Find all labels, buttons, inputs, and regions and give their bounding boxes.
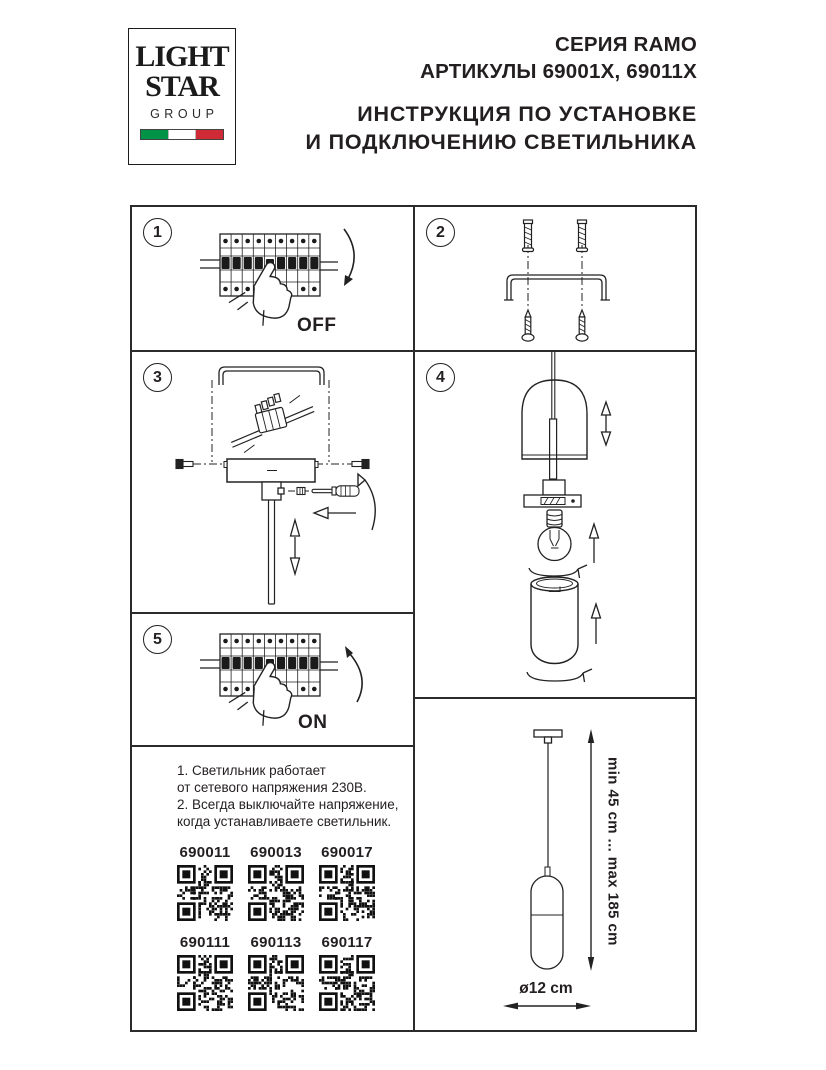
step-5-panel: [130, 612, 415, 747]
rotation-arrow-icon: [529, 565, 587, 578]
logo-group: GROUP: [150, 107, 219, 121]
notes-panel: [130, 745, 415, 1032]
bulb-icon: [538, 510, 571, 561]
step-1-badge: 1: [143, 218, 172, 247]
suspension-rod-icon: [269, 500, 275, 604]
note-line: от сетевого напряжения 230В.: [177, 780, 367, 795]
alignment-line: [528, 245, 582, 307]
pendant-lamp-icon: [531, 730, 563, 969]
screw-icon: [522, 310, 534, 341]
bracket-wiring-diagram: [132, 352, 413, 612]
qr-code-icon: [177, 955, 233, 1011]
left-arrow-icon: [314, 508, 356, 519]
arrow-up-icon: [345, 646, 362, 702]
lamp-assembly-diagram: [415, 352, 695, 697]
ceiling-plate-icon: [224, 459, 318, 482]
flag-green: [141, 130, 168, 139]
instruction-title-line2: И ПОДКЛЮЧЕНИЮ СВЕТИЛЬНИКА: [305, 130, 697, 154]
flag-red: [196, 130, 223, 139]
step-2-panel: [413, 205, 697, 352]
qr-cell: [247, 844, 305, 921]
qr-code-grid: [176, 844, 376, 1011]
logo-light: LIGHT: [135, 40, 229, 73]
height-range-label: min 45 cm ... max 185 cm: [604, 756, 622, 946]
step-3-badge: 3: [143, 363, 172, 392]
step-3-panel: [130, 350, 415, 614]
suspension-rod-icon: [552, 352, 555, 419]
rod-lower-icon: [550, 419, 557, 479]
screw-icon: [576, 310, 588, 341]
arrow-down-icon: [344, 229, 354, 286]
circuit-breaker-on-diagram: [132, 614, 413, 745]
document-titles: [306, 31, 697, 156]
italian-flag-icon: [140, 129, 224, 140]
terminal-block-icon: [223, 386, 320, 455]
mounting-bracket-icon: [219, 367, 324, 385]
article-number: 690011: [179, 844, 231, 861]
article-number: 690013: [250, 844, 302, 861]
article-number: 690113: [250, 934, 302, 951]
circuit-breaker-off-diagram: [132, 207, 413, 350]
qr-cell: [176, 934, 234, 1011]
article-number: 690117: [321, 934, 373, 951]
qr-code-icon: [319, 955, 375, 1011]
logo-star: STAR: [145, 70, 219, 103]
dimensions-panel: [413, 697, 697, 1032]
mounting-hardware-diagram: [415, 207, 695, 350]
mounting-bracket-icon: [504, 275, 610, 300]
step-1-panel: [130, 205, 415, 352]
height-dimension-arrow-icon: [588, 729, 594, 971]
step-5-badge: 5: [143, 625, 172, 654]
article-number: 690111: [179, 934, 231, 951]
step-4-badge: 4: [426, 363, 455, 392]
safety-notes: [177, 762, 398, 830]
power-off-label: OFF: [297, 315, 337, 336]
qr-code-icon: [248, 955, 304, 1011]
qr-code-icon: [319, 865, 375, 921]
socket-plate-icon: [524, 480, 581, 507]
articles-title: АРТИКУЛЫ 69001X, 69011X: [420, 60, 697, 83]
step-2-badge: 2: [426, 218, 455, 247]
up-arrow-icon: [592, 604, 601, 644]
flag-white: [168, 130, 197, 139]
up-down-arrow-icon: [291, 520, 300, 574]
qr-cell: [176, 844, 234, 921]
qr-cell: [247, 934, 305, 1011]
up-down-arrow-icon: [602, 402, 611, 445]
diameter-dimension-arrow-icon: [503, 1003, 591, 1010]
power-on-label: ON: [298, 712, 328, 733]
qr-code-icon: [177, 865, 233, 921]
diameter-label: ø12 cm: [519, 980, 573, 997]
rotation-arrow-icon: [527, 669, 592, 682]
rod-holder-icon: [262, 482, 284, 500]
note-line: когда устанавливаете светильник.: [177, 814, 392, 829]
qr-cell: [318, 934, 376, 1011]
qr-cell: [318, 844, 376, 921]
qr-code-icon: [248, 865, 304, 921]
rotation-arrow-icon: [358, 474, 375, 530]
article-number: 690017: [321, 844, 373, 861]
instruction-title-line1: ИНСТРУКЦИЯ ПО УСТАНОВКЕ: [357, 102, 697, 126]
shade-cylinder-icon: [531, 577, 578, 664]
series-title: СЕРИЯ RAMO: [555, 33, 697, 56]
up-arrow-icon: [590, 524, 599, 563]
note-line: 1. Светильник работает: [177, 763, 326, 778]
lightstar-logo: [128, 28, 236, 165]
step-4-panel: [413, 350, 697, 699]
note-line: 2. Всегда выключайте напряжение,: [177, 797, 399, 812]
